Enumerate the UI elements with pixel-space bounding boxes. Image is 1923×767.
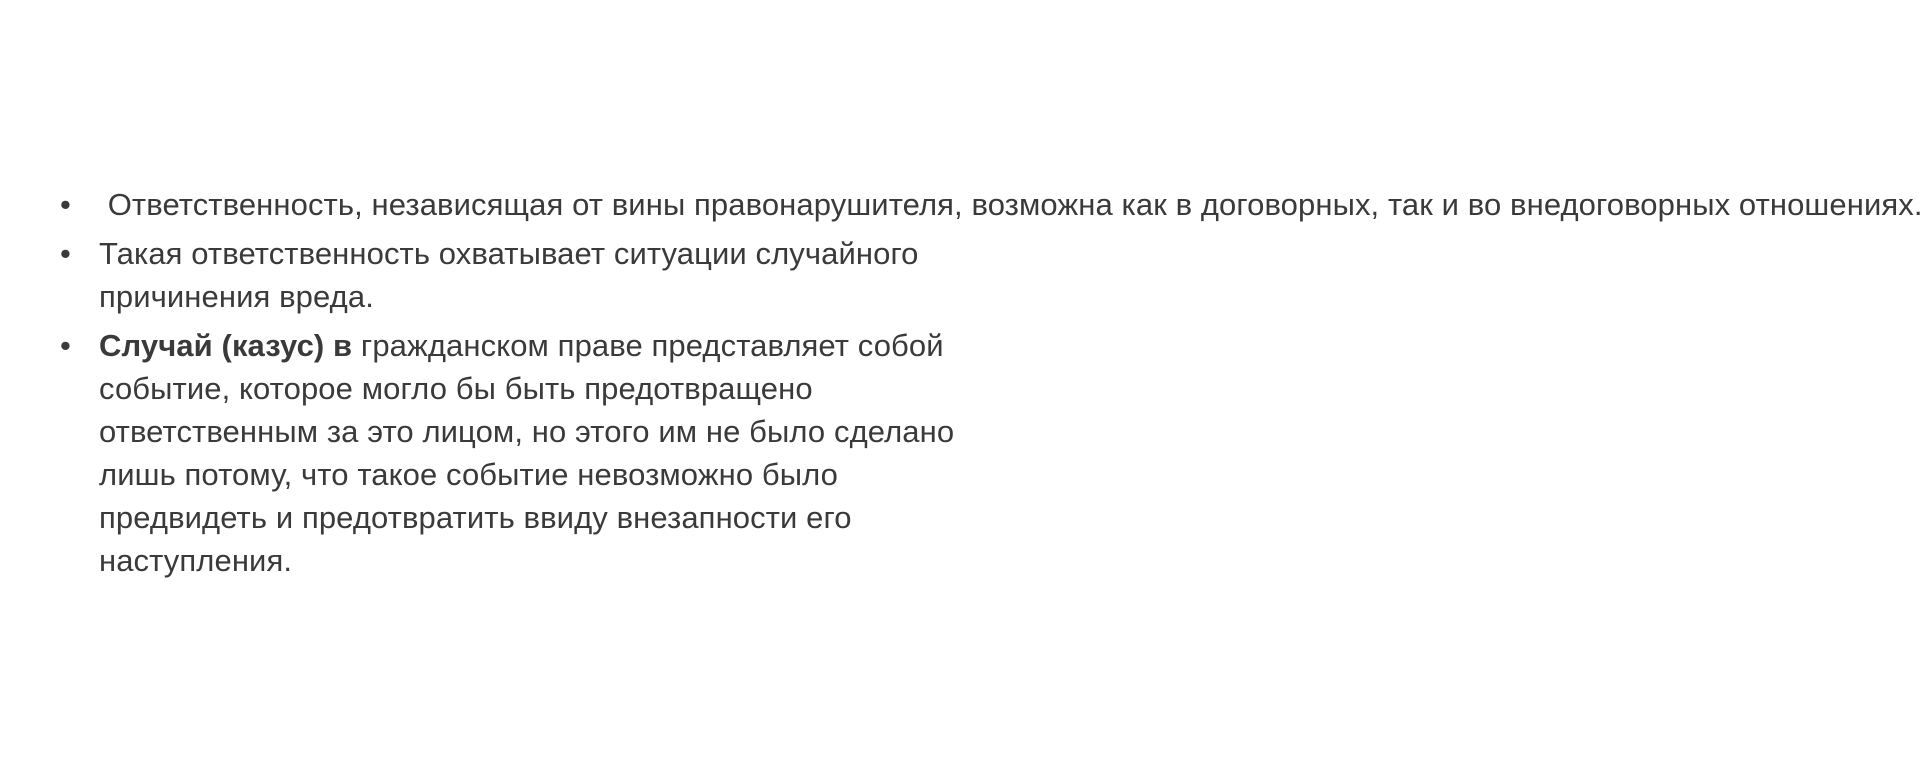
bullet-item-1 xyxy=(60,183,1923,226)
bullet-text-3: гражданском праве представляет собой событие, которое могло бы быть предотвращено ответственным за это лицом, но этого им не было сделано лишь потому, что такое событие невозможно было предвидеть и предотвратить ввиду внезапности его наступления. xyxy=(99,328,955,578)
bullet-text-1: Ответственность, независящая от вины правонарушителя, возможна как в договорных, так и во внедоговорных отношениях. xyxy=(99,187,1923,222)
bullet-bold-term: Случай (казус) в xyxy=(99,328,353,363)
bullet-list xyxy=(60,183,1923,588)
bullet-icon: • xyxy=(60,187,71,222)
bullet-icon: • xyxy=(60,236,71,271)
bullet-item-3 xyxy=(60,324,960,582)
bullet-text-2: Такая ответственность охватывает ситуации случайного причинения вреда. xyxy=(99,236,919,314)
bullet-item-2 xyxy=(60,232,960,318)
bullet-icon: • xyxy=(60,328,71,363)
